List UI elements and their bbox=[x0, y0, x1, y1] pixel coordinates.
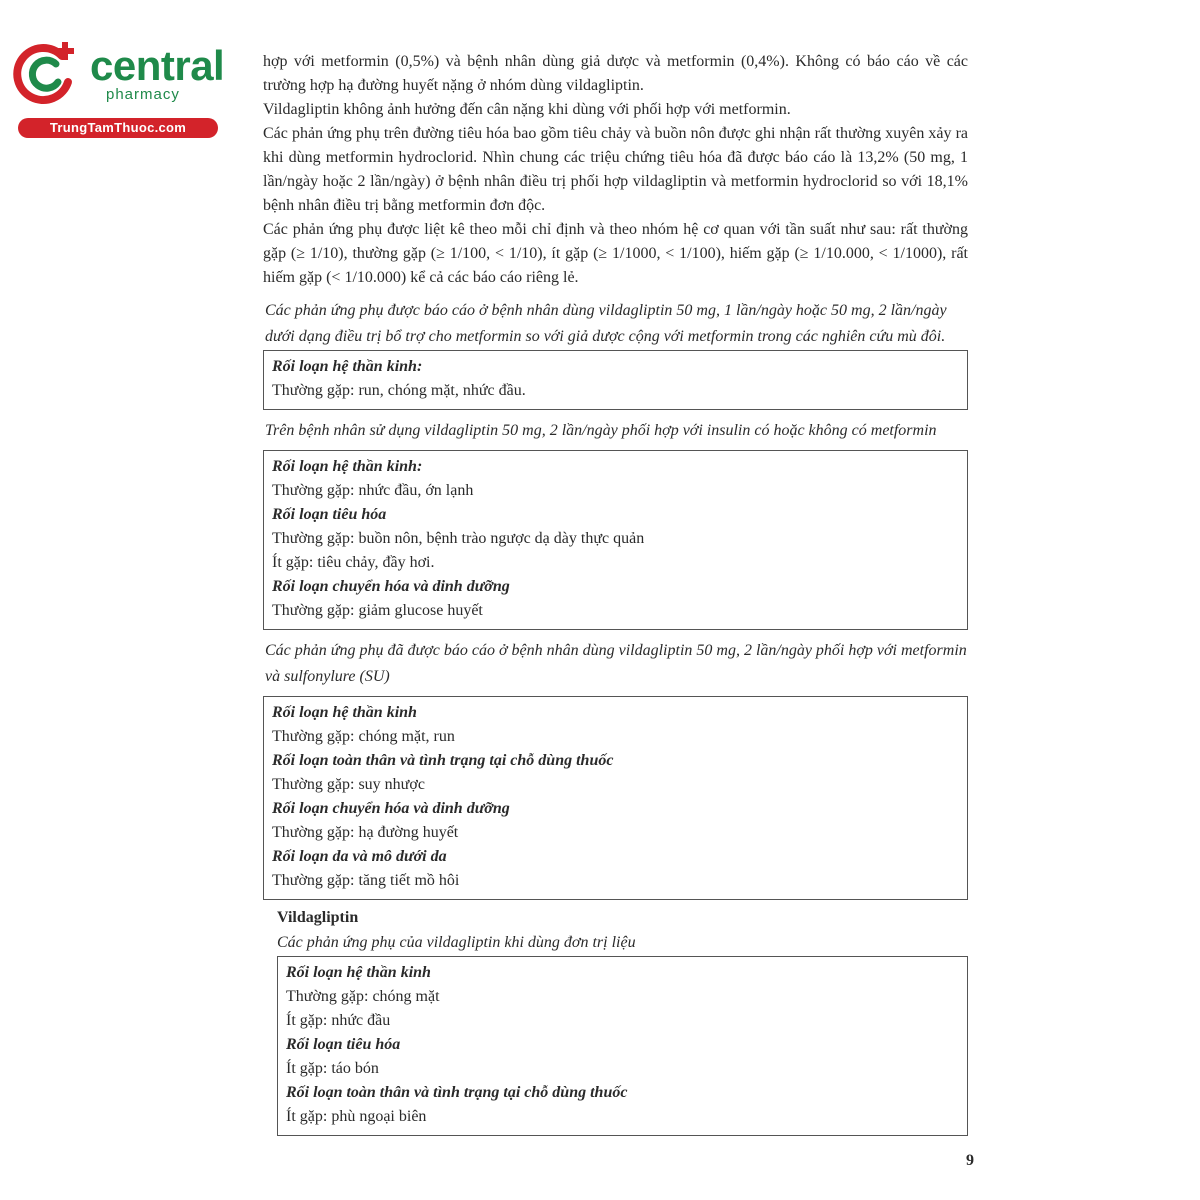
paragraph: Vildagliptin không ảnh hưởng đến cân nặng khi dùng với phối hợp với metformin. bbox=[263, 101, 791, 118]
document-page bbox=[263, 50, 968, 1136]
adverse-section-metformin bbox=[263, 298, 968, 410]
system-organ-class: Rối loạn toàn thân và tình trạng tại chỗ dùng thuốc bbox=[286, 1084, 628, 1101]
adverse-section-insulin bbox=[263, 418, 968, 630]
adverse-reaction-box bbox=[263, 696, 968, 900]
reaction-line: Thường gặp: chóng mặt bbox=[286, 988, 440, 1005]
logo-subtitle: pharmacy bbox=[106, 86, 180, 103]
reaction-line: Thường gặp: hạ đường huyết bbox=[272, 824, 459, 841]
reaction-line: Thường gặp: suy nhược bbox=[272, 776, 425, 793]
adverse-section-monotherapy bbox=[263, 930, 968, 1136]
paragraph: Các phản ứng phụ trên đường tiêu hóa bao gồm tiêu chảy và buồn nôn được ghi nhận rất thường xuyên xảy ra khi dùng metformin hydroclorid. Nhìn chung các triệu chứng tiêu hóa đã được báo cáo là 13,2% (50 mg, 1 lần/ngày hoặc 2 lần/ngày) ở bệnh nhân điều trị phối hợp vildagliptin và metformin hydroclorid so với 18,1% bệnh nhân điều trị bằng metformin đơn độc. bbox=[263, 125, 968, 214]
section-caption: Các phản ứng phụ của vildagliptin khi dùng đơn trị liệu bbox=[277, 934, 636, 951]
system-organ-class: Rối loạn tiêu hóa bbox=[286, 1036, 401, 1053]
system-organ-class: Rối loạn chuyển hóa và dinh dưỡng bbox=[272, 800, 510, 817]
reaction-line: Thường gặp: chóng mặt, run bbox=[272, 728, 455, 745]
logo-name: central bbox=[90, 42, 225, 89]
system-organ-class: Rối loạn hệ thần kinh bbox=[286, 964, 431, 981]
adverse-reaction-box bbox=[263, 450, 968, 630]
reaction-line: Thường gặp: tăng tiết mồ hôi bbox=[272, 872, 460, 889]
system-organ-class: Rối loạn chuyển hóa và dinh dưỡng bbox=[272, 578, 510, 595]
reaction-line: Thường gặp: giảm glucose huyết bbox=[272, 602, 483, 619]
system-organ-class: Rối loạn hệ thần kinh bbox=[272, 704, 417, 721]
reaction-line: Ít gặp: táo bón bbox=[286, 1060, 379, 1077]
system-organ-class: Rối loạn hệ thần kinh: bbox=[272, 358, 423, 375]
system-organ-class: Rối loạn tiêu hóa bbox=[272, 506, 387, 523]
reaction-line: Ít gặp: tiêu chảy, đầy hơi. bbox=[272, 554, 435, 571]
page-number: 9 bbox=[966, 1152, 974, 1169]
system-organ-class: Rối loạn toàn thân và tình trạng tại chỗ dùng thuốc bbox=[272, 752, 614, 769]
paragraph: hợp với metformin (0,5%) và bệnh nhân dùng giả dược và metformin (0,4%). Không có báo cáo về các trường hợp hạ đường huyết nặng ở nhóm dùng vildagliptin. bbox=[263, 53, 968, 94]
vildagliptin-heading: Vildagliptin bbox=[277, 909, 359, 926]
central-pharmacy-logo bbox=[10, 38, 225, 138]
section-caption: Các phản ứng phụ đã được báo cáo ở bệnh nhân dùng vildagliptin 50 mg, 2 lần/ngày phối hợp với metformin và sulfonylure (SU) bbox=[265, 642, 967, 685]
central-pharmacy-logo-icon bbox=[10, 38, 80, 108]
reaction-line: Thường gặp: buồn nôn, bệnh trào ngược dạ dày thực quản bbox=[272, 530, 645, 547]
adverse-section-sulfonylurea bbox=[263, 638, 968, 900]
system-organ-class: Rối loạn da và mô dưới da bbox=[272, 848, 447, 865]
reaction-line: Ít gặp: phù ngoại biên bbox=[286, 1108, 427, 1125]
adverse-reaction-box bbox=[263, 350, 968, 410]
reaction-line: Thường gặp: run, chóng mặt, nhức đầu. bbox=[272, 382, 526, 399]
paragraph: Các phản ứng phụ được liệt kê theo mỗi chỉ định và theo nhóm hệ cơ quan với tần suất như sau: rất thường gặp (≥ 1/10), thường gặp (≥ 1/100, < 1/10), ít gặp (≥ 1/1000, < 1/100), hiếm gặp (≥ 1/10.000, < 1/1000), rất hiếm gặp (< 1/10.000) kể cả các báo cáo riêng lẻ. bbox=[263, 221, 968, 286]
reaction-line: Ít gặp: nhức đầu bbox=[286, 1012, 391, 1029]
adverse-reaction-box bbox=[277, 956, 968, 1136]
section-caption: Trên bệnh nhân sử dụng vildagliptin 50 mg, 2 lần/ngày phối hợp với insulin có hoặc không có metformin bbox=[265, 422, 937, 439]
logo-url-badge: TrungTamThuoc.com bbox=[18, 118, 218, 138]
section-caption: Các phản ứng phụ được báo cáo ở bệnh nhân dùng vildagliptin 50 mg, 1 lần/ngày hoặc 50 mg, 2 lần/ngày dưới dạng điều trị bổ trợ cho metformin so với giả dược cộng với metformin trong các nghiên cứu mù đôi. bbox=[265, 302, 947, 345]
system-organ-class: Rối loạn hệ thần kinh: bbox=[272, 458, 423, 475]
reaction-line: Thường gặp: nhức đầu, ớn lạnh bbox=[272, 482, 474, 499]
